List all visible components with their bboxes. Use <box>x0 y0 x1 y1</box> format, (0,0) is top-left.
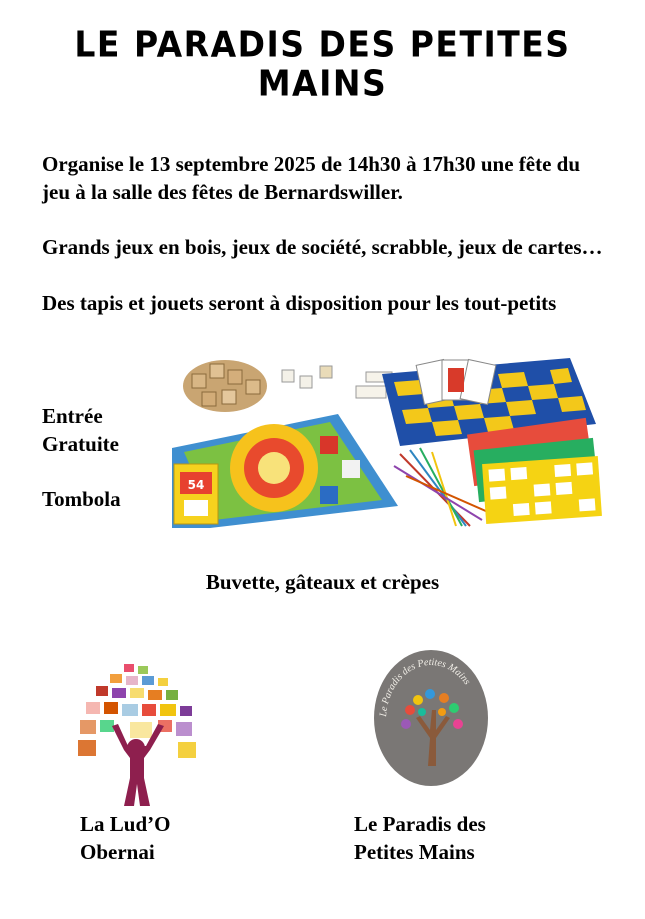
paradis-caption-line1: Le Paradis des <box>354 812 486 836</box>
playing-cards-icon <box>416 360 496 405</box>
paradis-logo <box>372 648 490 788</box>
refreshments-line: Buvette, gâteaux et crèpes <box>205 570 440 594</box>
tombola-label: Tombola <box>42 487 121 511</box>
page-title: LE PARADIS DES PETITES MAINS <box>74 22 571 104</box>
ludo-caption-line2: Obernai <box>80 840 155 864</box>
entry-label: Entrée <box>42 404 103 428</box>
ludo-logo <box>72 660 202 810</box>
lotto-cards-icon <box>467 418 602 524</box>
board-games-image <box>170 356 602 528</box>
paradis-caption <box>354 810 486 866</box>
paradis-caption-line2: Petites Mains <box>354 840 475 864</box>
logo-ring-text: Le Paradis des Petites Mains <box>378 656 473 718</box>
ludo-caption-line1: La Lud’O <box>80 812 171 836</box>
card-box-icon <box>174 464 218 524</box>
toddlers-paragraph: Des tapis et jouets seront à disposition pour les tout-petits <box>42 291 557 315</box>
ludo-caption <box>80 810 170 866</box>
card-box-label: 54 <box>187 478 205 492</box>
wooden-dice-icon <box>183 360 267 412</box>
intro-paragraph: Organise le 13 septembre 2025 de 14h30 à 17h30 une fête du jeu à la salle des fêtes de Bernardswiller. <box>42 152 581 204</box>
free-label: Gratuite <box>42 432 119 456</box>
games-paragraph: Grands jeux en bois, jeux de société, scrabble, jeux de cartes… <box>42 235 603 259</box>
